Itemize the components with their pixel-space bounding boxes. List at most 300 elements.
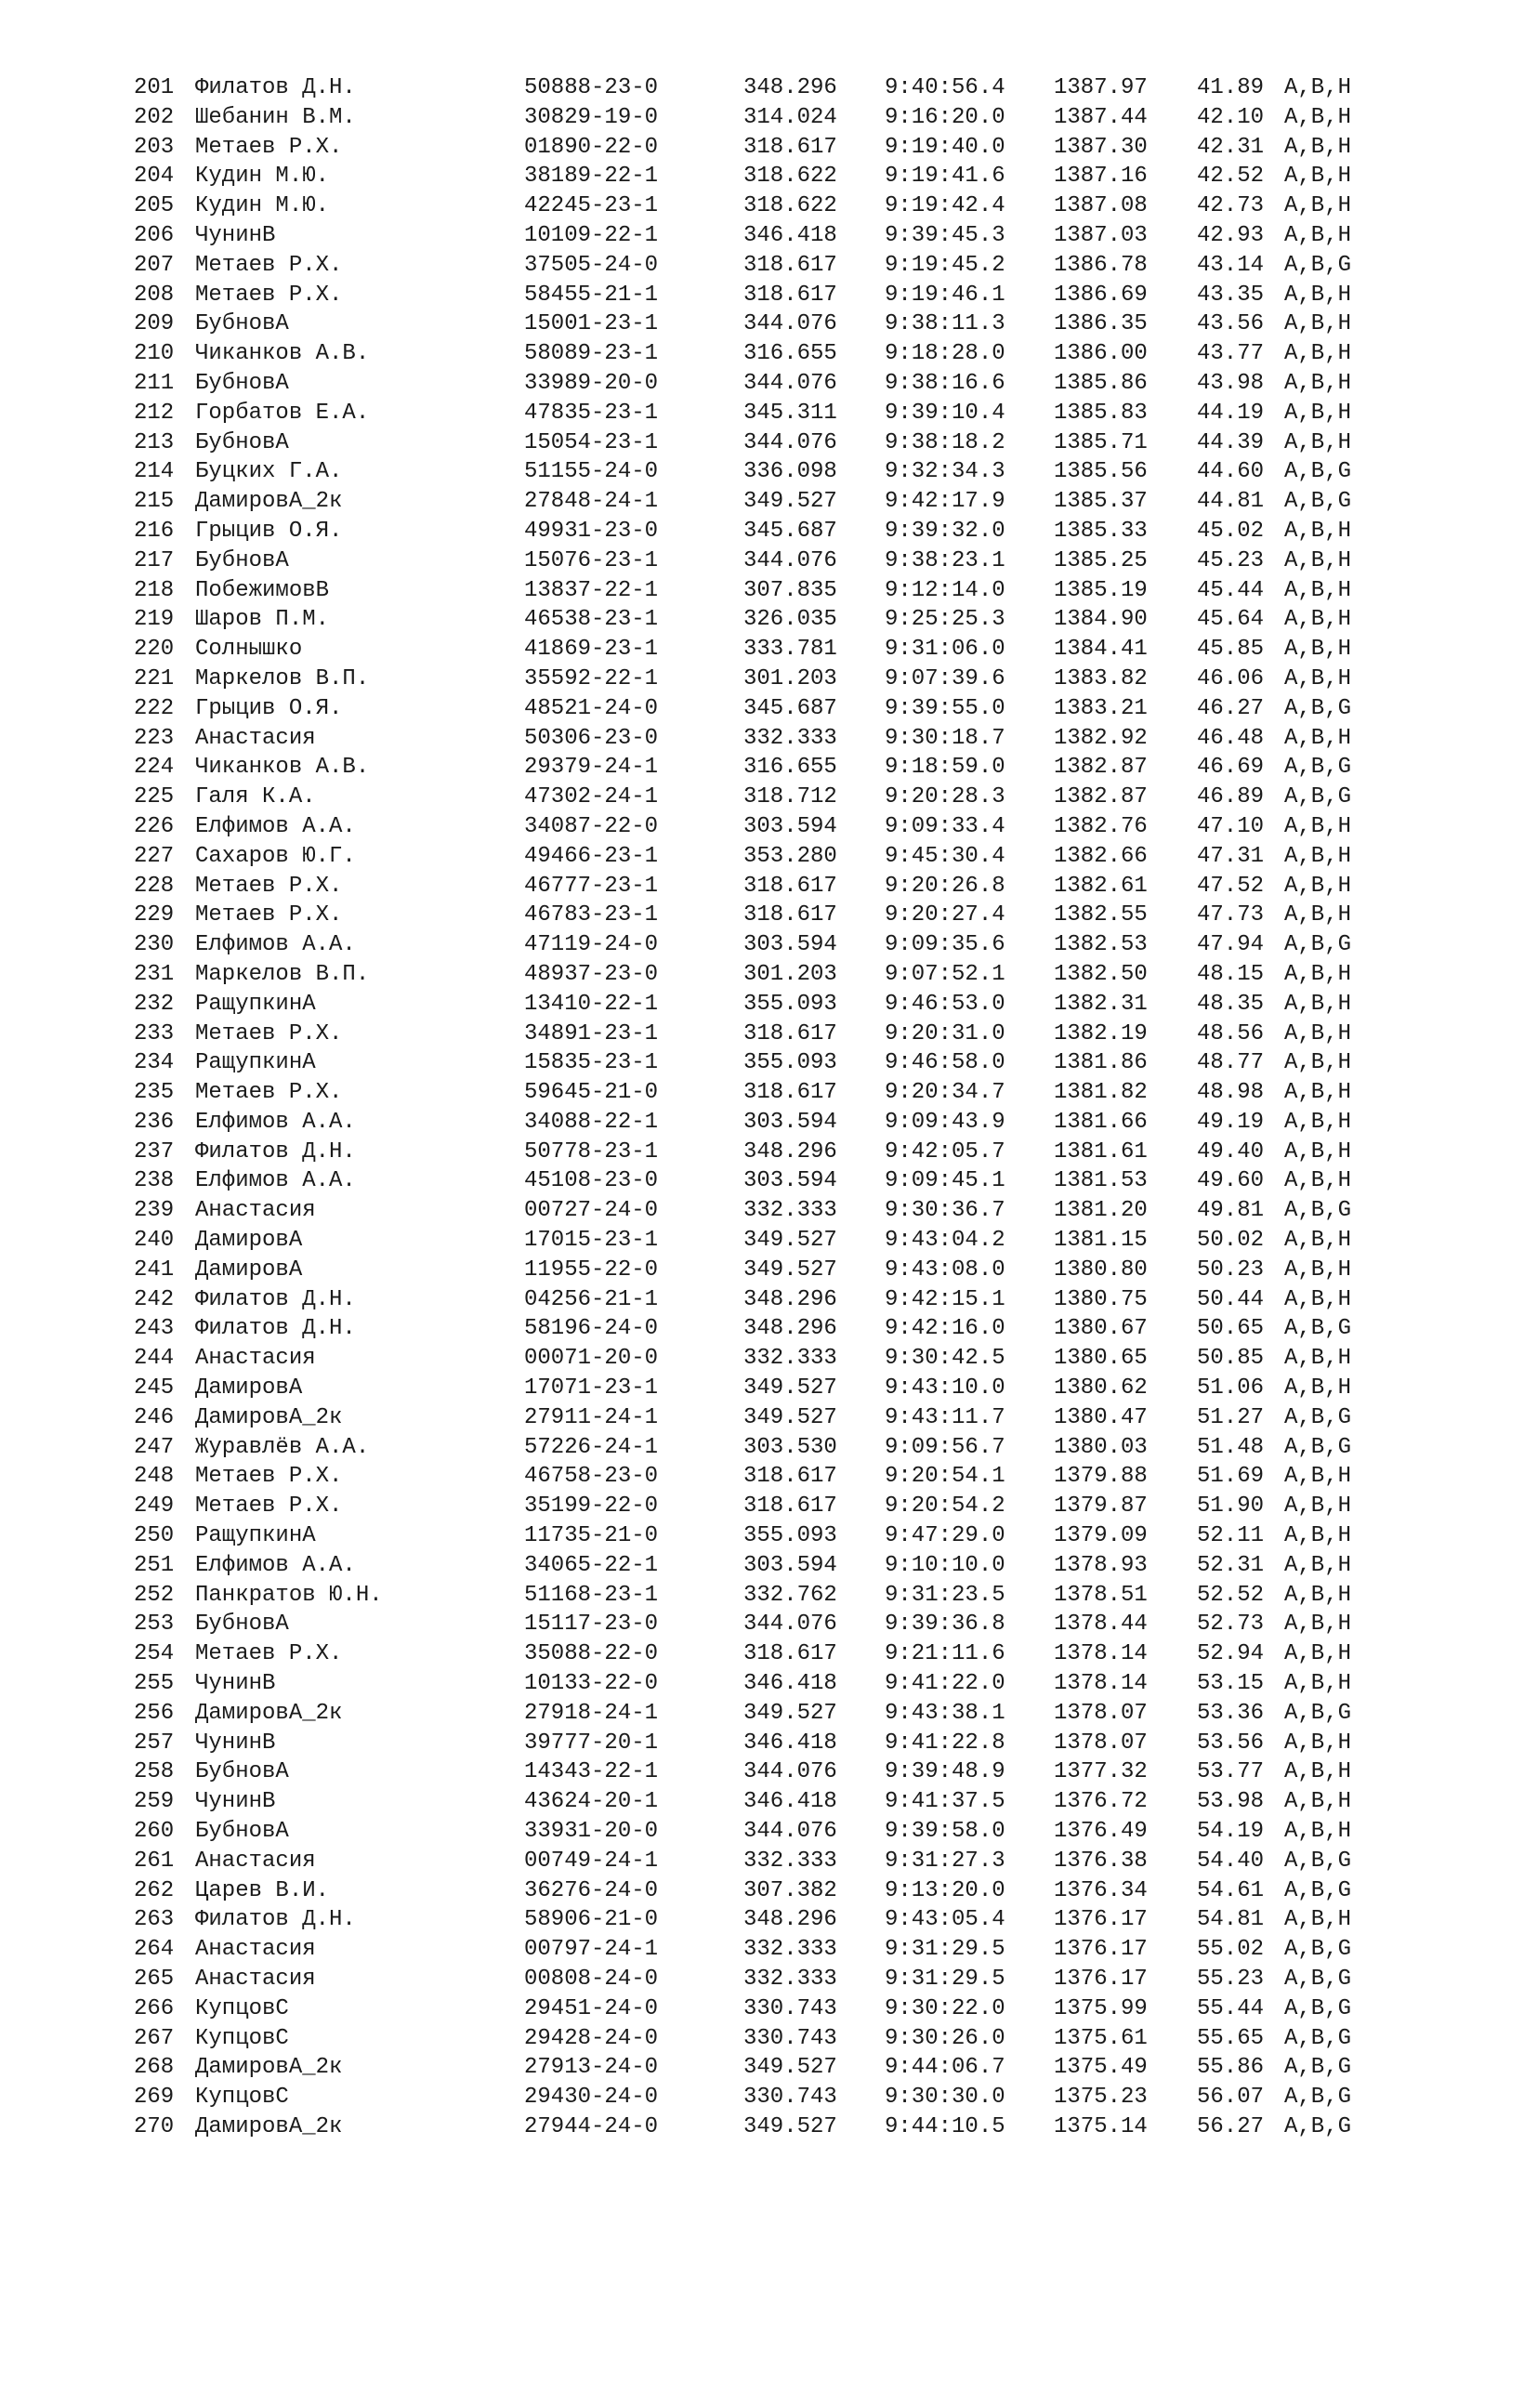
place-number: 225 <box>134 784 175 810</box>
competition-flags: A,B,H <box>1284 1819 1352 1845</box>
competition-flags: A,B,G <box>1284 2025 1352 2051</box>
place-number: 219 <box>134 607 175 633</box>
speed-value: 1375.14 <box>1054 2113 1148 2139</box>
speed-value: 1385.33 <box>1054 518 1148 544</box>
coefficient-value: 56.07 <box>1197 2085 1265 2111</box>
arrival-time: 9:44:10.5 <box>885 2113 1005 2139</box>
fancier-name: Метаев Р.Х. <box>195 1641 343 1667</box>
ring-number: 59645-21-0 <box>524 1080 659 1106</box>
distance-value: 348.296 <box>743 1907 837 1933</box>
distance-value: 318.617 <box>743 1641 837 1667</box>
speed-value: 1378.14 <box>1054 1641 1148 1667</box>
fancier-name: Анастасия <box>195 1198 316 1224</box>
place-number: 252 <box>134 1582 175 1608</box>
coefficient-value: 50.23 <box>1197 1257 1265 1283</box>
place-number: 217 <box>134 547 175 573</box>
competition-flags: A,B,H <box>1284 1138 1352 1165</box>
coefficient-value: 52.31 <box>1197 1552 1265 1578</box>
result-row <box>134 281 1416 310</box>
competition-flags: A,B,H <box>1284 518 1352 544</box>
ring-number: 17071-23-1 <box>524 1375 659 1401</box>
competition-flags: A,B,H <box>1284 222 1352 248</box>
result-row <box>134 162 1416 191</box>
arrival-time: 9:30:26.0 <box>885 2025 1005 2051</box>
competition-flags: A,B,H <box>1284 873 1352 899</box>
arrival-time: 9:20:31.0 <box>885 1020 1005 1046</box>
arrival-time: 9:43:05.4 <box>885 1907 1005 1933</box>
competition-flags: A,B,G <box>1284 1700 1352 1726</box>
speed-value: 1378.07 <box>1054 1700 1148 1726</box>
coefficient-value: 43.14 <box>1197 252 1265 278</box>
distance-value: 346.418 <box>743 1730 837 1756</box>
speed-value: 1385.86 <box>1054 370 1148 396</box>
ring-number: 46758-23-0 <box>524 1464 659 1490</box>
ring-number: 17015-23-1 <box>524 1228 659 1254</box>
arrival-time: 9:21:11.6 <box>885 1641 1005 1667</box>
competition-flags: A,B,H <box>1284 1020 1352 1046</box>
place-number: 260 <box>134 1819 175 1845</box>
coefficient-value: 48.98 <box>1197 1080 1265 1106</box>
result-row <box>134 1817 1416 1847</box>
result-row <box>134 487 1416 517</box>
speed-value: 1382.92 <box>1054 725 1148 751</box>
ring-number: 27913-24-0 <box>524 2055 659 2081</box>
distance-value: 348.296 <box>743 1138 837 1165</box>
competition-flags: A,B,H <box>1284 991 1352 1017</box>
arrival-time: 9:10:10.0 <box>885 1552 1005 1578</box>
place-number: 215 <box>134 489 175 515</box>
speed-value: 1382.66 <box>1054 843 1148 869</box>
competition-flags: A,B,G <box>1284 1877 1352 1903</box>
result-row <box>134 2112 1416 2142</box>
result-row <box>134 1551 1416 1581</box>
distance-value: 349.527 <box>743 1375 837 1401</box>
arrival-time: 9:39:45.3 <box>885 222 1005 248</box>
ring-number: 27911-24-1 <box>524 1404 659 1430</box>
place-number: 234 <box>134 1050 175 1076</box>
coefficient-value: 43.98 <box>1197 370 1265 396</box>
competition-flags: A,B,H <box>1284 577 1352 603</box>
result-row <box>134 1757 1416 1787</box>
distance-value: 332.333 <box>743 1967 837 1992</box>
competition-flags: A,B,H <box>1284 1523 1352 1549</box>
place-number: 246 <box>134 1404 175 1430</box>
place-number: 227 <box>134 843 175 869</box>
competition-flags: A,B,G <box>1284 784 1352 810</box>
competition-flags: A,B,H <box>1284 104 1352 130</box>
distance-value: 318.617 <box>743 252 837 278</box>
distance-value: 318.622 <box>743 164 837 190</box>
speed-value: 1385.25 <box>1054 547 1148 573</box>
ring-number: 15076-23-1 <box>524 547 659 573</box>
competition-flags: A,B,H <box>1284 1109 1352 1135</box>
coefficient-value: 55.86 <box>1197 2055 1265 2081</box>
ring-number: 34088-22-1 <box>524 1109 659 1135</box>
coefficient-value: 53.77 <box>1197 1759 1265 1785</box>
ring-number: 01890-22-0 <box>524 134 659 160</box>
speed-value: 1386.00 <box>1054 341 1148 367</box>
result-row <box>134 1166 1416 1196</box>
speed-value: 1380.67 <box>1054 1316 1148 1342</box>
place-number: 222 <box>134 695 175 721</box>
coefficient-value: 49.81 <box>1197 1198 1265 1224</box>
competition-flags: A,B,H <box>1284 607 1352 633</box>
speed-value: 1379.09 <box>1054 1523 1148 1549</box>
arrival-time: 9:20:27.4 <box>885 902 1005 928</box>
speed-value: 1386.35 <box>1054 311 1148 337</box>
result-row <box>134 546 1416 576</box>
place-number: 233 <box>134 1020 175 1046</box>
distance-value: 318.617 <box>743 1493 837 1520</box>
place-number: 224 <box>134 755 175 781</box>
place-number: 268 <box>134 2055 175 2081</box>
speed-value: 1385.71 <box>1054 429 1148 455</box>
coefficient-value: 55.02 <box>1197 1937 1265 1963</box>
fancier-name: БубновА <box>195 547 289 573</box>
place-number: 265 <box>134 1967 175 1992</box>
ring-number: 00808-24-0 <box>524 1967 659 1992</box>
speed-value: 1377.32 <box>1054 1759 1148 1785</box>
distance-value: 301.203 <box>743 665 837 691</box>
distance-value: 318.617 <box>743 873 837 899</box>
result-row <box>134 1965 1416 1994</box>
competition-flags: A,B,G <box>1284 755 1352 781</box>
coefficient-value: 49.19 <box>1197 1109 1265 1135</box>
result-row <box>134 339 1416 369</box>
arrival-time: 9:07:39.6 <box>885 665 1005 691</box>
speed-value: 1382.31 <box>1054 991 1148 1017</box>
ring-number: 00749-24-1 <box>524 1848 659 1874</box>
result-row <box>134 1581 1416 1611</box>
speed-value: 1375.49 <box>1054 2055 1148 2081</box>
place-number: 240 <box>134 1228 175 1254</box>
speed-value: 1381.66 <box>1054 1109 1148 1135</box>
competition-flags: A,B,H <box>1284 1080 1352 1106</box>
speed-value: 1376.17 <box>1054 1937 1148 1963</box>
ring-number: 47302-24-1 <box>524 784 659 810</box>
coefficient-value: 47.52 <box>1197 873 1265 899</box>
result-row <box>134 251 1416 281</box>
arrival-time: 9:18:59.0 <box>885 755 1005 781</box>
speed-value: 1381.61 <box>1054 1138 1148 1165</box>
fancier-name: ЧунинВ <box>195 1789 276 1815</box>
results-list <box>134 73 1416 2142</box>
competition-flags: A,B,G <box>1284 1316 1352 1342</box>
coefficient-value: 45.44 <box>1197 577 1265 603</box>
result-row <box>134 517 1416 546</box>
result-row <box>134 1492 1416 1521</box>
result-row <box>134 694 1416 724</box>
result-row <box>134 221 1416 251</box>
place-number: 231 <box>134 961 175 987</box>
fancier-name: Грыцив О.Я. <box>195 695 343 721</box>
coefficient-value: 49.60 <box>1197 1168 1265 1194</box>
competition-flags: A,B,G <box>1284 2113 1352 2139</box>
ring-number: 00071-20-0 <box>524 1346 659 1372</box>
speed-value: 1378.07 <box>1054 1730 1148 1756</box>
place-number: 241 <box>134 1257 175 1283</box>
distance-value: 349.527 <box>743 489 837 515</box>
ring-number: 27848-24-1 <box>524 489 659 515</box>
ring-number: 10133-22-0 <box>524 1671 659 1697</box>
speed-value: 1380.80 <box>1054 1257 1148 1283</box>
arrival-time: 9:20:54.2 <box>885 1493 1005 1520</box>
result-row <box>134 930 1416 960</box>
fancier-name: Чиканков А.В. <box>195 755 370 781</box>
ring-number: 29379-24-1 <box>524 755 659 781</box>
ring-number: 13410-22-1 <box>524 991 659 1017</box>
fancier-name: Буцких Г.А. <box>195 459 343 485</box>
arrival-time: 9:30:30.0 <box>885 2085 1005 2111</box>
speed-value: 1382.50 <box>1054 961 1148 987</box>
coefficient-value: 44.19 <box>1197 400 1265 426</box>
distance-value: 318.617 <box>743 1080 837 1106</box>
result-row <box>134 73 1416 103</box>
distance-value: 349.527 <box>743 2113 837 2139</box>
competition-flags: A,B,H <box>1284 193 1352 219</box>
distance-value: 333.781 <box>743 637 837 663</box>
distance-value: 316.655 <box>743 755 837 781</box>
distance-value: 303.594 <box>743 813 837 839</box>
distance-value: 330.743 <box>743 1995 837 2021</box>
place-number: 214 <box>134 459 175 485</box>
result-row <box>134 665 1416 694</box>
arrival-time: 9:42:16.0 <box>885 1316 1005 1342</box>
coefficient-value: 55.23 <box>1197 1967 1265 1992</box>
ring-number: 34065-22-1 <box>524 1552 659 1578</box>
arrival-time: 9:20:34.7 <box>885 1080 1005 1106</box>
place-number: 216 <box>134 518 175 544</box>
fancier-name: Анастасия <box>195 725 316 751</box>
ring-number: 48521-24-0 <box>524 695 659 721</box>
fancier-name: Царев В.И. <box>195 1877 330 1903</box>
arrival-time: 9:41:37.5 <box>885 1789 1005 1815</box>
competition-flags: A,B,H <box>1284 282 1352 308</box>
fancier-name: РащупкинА <box>195 1523 316 1549</box>
arrival-time: 9:42:15.1 <box>885 1286 1005 1312</box>
coefficient-value: 44.81 <box>1197 489 1265 515</box>
competition-flags: A,B,G <box>1284 1995 1352 2021</box>
competition-flags: A,B,H <box>1284 341 1352 367</box>
result-row <box>134 1905 1416 1935</box>
ring-number: 13837-22-1 <box>524 577 659 603</box>
fancier-name: БубновА <box>195 1759 289 1785</box>
place-number: 220 <box>134 637 175 663</box>
fancier-name: Галя К.А. <box>195 784 316 810</box>
coefficient-value: 50.85 <box>1197 1346 1265 1372</box>
coefficient-value: 41.89 <box>1197 75 1265 100</box>
fancier-name: Панкратов Ю.Н. <box>195 1582 383 1608</box>
arrival-time: 9:31:29.5 <box>885 1937 1005 1963</box>
speed-value: 1376.17 <box>1054 1967 1148 1992</box>
speed-value: 1379.87 <box>1054 1493 1148 1520</box>
arrival-time: 9:39:32.0 <box>885 518 1005 544</box>
result-row <box>134 1403 1416 1433</box>
arrival-time: 9:31:23.5 <box>885 1582 1005 1608</box>
place-number: 232 <box>134 991 175 1017</box>
distance-value: 355.093 <box>743 1050 837 1076</box>
result-row <box>134 1020 1416 1049</box>
speed-value: 1386.69 <box>1054 282 1148 308</box>
distance-value: 344.076 <box>743 1612 837 1638</box>
competition-flags: A,B,H <box>1284 429 1352 455</box>
arrival-time: 9:20:54.1 <box>885 1464 1005 1490</box>
ring-number: 29451-24-0 <box>524 1995 659 2021</box>
coefficient-value: 49.40 <box>1197 1138 1265 1165</box>
distance-value: 318.617 <box>743 902 837 928</box>
speed-value: 1384.41 <box>1054 637 1148 663</box>
fancier-name: Маркелов В.П. <box>195 665 370 691</box>
place-number: 247 <box>134 1434 175 1460</box>
place-number: 267 <box>134 2025 175 2051</box>
distance-value: 348.296 <box>743 75 837 100</box>
coefficient-value: 52.11 <box>1197 1523 1265 1549</box>
result-row <box>134 1462 1416 1492</box>
speed-value: 1382.87 <box>1054 784 1148 810</box>
result-row <box>134 605 1416 635</box>
arrival-time: 9:18:28.0 <box>885 341 1005 367</box>
speed-value: 1380.65 <box>1054 1346 1148 1372</box>
place-number: 228 <box>134 873 175 899</box>
fancier-name: БубновА <box>195 311 289 337</box>
competition-flags: A,B,H <box>1284 1641 1352 1667</box>
result-row <box>134 1994 1416 2024</box>
distance-value: 344.076 <box>743 1819 837 1845</box>
arrival-time: 9:31:06.0 <box>885 637 1005 663</box>
speed-value: 1382.55 <box>1054 902 1148 928</box>
distance-value: 318.617 <box>743 282 837 308</box>
ring-number: 45108-23-0 <box>524 1168 659 1194</box>
arrival-time: 9:47:29.0 <box>885 1523 1005 1549</box>
speed-value: 1380.75 <box>1054 1286 1148 1312</box>
ring-number: 58455-21-1 <box>524 282 659 308</box>
place-number: 243 <box>134 1316 175 1342</box>
arrival-time: 9:07:52.1 <box>885 961 1005 987</box>
place-number: 257 <box>134 1730 175 1756</box>
fancier-name: Анастасия <box>195 1848 316 1874</box>
speed-value: 1375.61 <box>1054 2025 1148 2051</box>
fancier-name: Солнышко <box>195 637 303 663</box>
competition-flags: A,B,H <box>1284 134 1352 160</box>
place-number: 250 <box>134 1523 175 1549</box>
competition-flags: A,B,H <box>1284 1286 1352 1312</box>
ring-number: 11955-22-0 <box>524 1257 659 1283</box>
place-number: 259 <box>134 1789 175 1815</box>
arrival-time: 9:09:35.6 <box>885 932 1005 958</box>
ring-number: 57226-24-1 <box>524 1434 659 1460</box>
fancier-name: Маркелов В.П. <box>195 961 370 987</box>
distance-value: 303.530 <box>743 1434 837 1460</box>
coefficient-value: 50.44 <box>1197 1286 1265 1312</box>
result-row <box>134 1699 1416 1729</box>
arrival-time: 9:13:20.0 <box>885 1877 1005 1903</box>
place-number: 236 <box>134 1109 175 1135</box>
ring-number: 39777-20-1 <box>524 1730 659 1756</box>
fancier-name: БубновА <box>195 1819 289 1845</box>
coefficient-value: 56.27 <box>1197 2113 1265 2139</box>
place-number: 261 <box>134 1848 175 1874</box>
competition-flags: A,B,H <box>1284 1464 1352 1490</box>
speed-value: 1382.61 <box>1054 873 1148 899</box>
competition-flags: A,B,G <box>1284 1848 1352 1874</box>
distance-value: 345.687 <box>743 518 837 544</box>
fancier-name: ЧунинВ <box>195 222 276 248</box>
result-row <box>134 103 1416 133</box>
coefficient-value: 43.35 <box>1197 282 1265 308</box>
result-row <box>134 1610 1416 1639</box>
competition-flags: A,B,G <box>1284 459 1352 485</box>
ring-number: 35088-22-0 <box>524 1641 659 1667</box>
fancier-name: Филатов Д.Н. <box>195 1316 356 1342</box>
distance-value: 344.076 <box>743 370 837 396</box>
ring-number: 33931-20-0 <box>524 1819 659 1845</box>
arrival-time: 9:44:06.7 <box>885 2055 1005 2081</box>
result-row <box>134 1935 1416 1965</box>
coefficient-value: 51.27 <box>1197 1404 1265 1430</box>
result-row <box>134 872 1416 901</box>
competition-flags: A,B,H <box>1284 400 1352 426</box>
competition-flags: A,B,H <box>1284 665 1352 691</box>
arrival-time: 9:30:22.0 <box>885 1995 1005 2021</box>
distance-value: 344.076 <box>743 311 837 337</box>
competition-flags: A,B,H <box>1284 961 1352 987</box>
competition-flags: A,B,H <box>1284 164 1352 190</box>
coefficient-value: 52.52 <box>1197 1582 1265 1608</box>
coefficient-value: 48.15 <box>1197 961 1265 987</box>
fancier-name: ДамировА_2к <box>195 1700 343 1726</box>
speed-value: 1378.93 <box>1054 1552 1148 1578</box>
distance-value: 349.527 <box>743 1228 837 1254</box>
distance-value: 301.203 <box>743 961 837 987</box>
coefficient-value: 51.06 <box>1197 1375 1265 1401</box>
ring-number: 50306-23-0 <box>524 725 659 751</box>
coefficient-value: 55.44 <box>1197 1995 1265 2021</box>
place-number: 258 <box>134 1759 175 1785</box>
coefficient-value: 46.89 <box>1197 784 1265 810</box>
distance-value: 326.035 <box>743 607 837 633</box>
competition-flags: A,B,G <box>1284 252 1352 278</box>
speed-value: 1376.72 <box>1054 1789 1148 1815</box>
fancier-name: Филатов Д.Н. <box>195 1286 356 1312</box>
place-number: 226 <box>134 813 175 839</box>
arrival-time: 9:39:58.0 <box>885 1819 1005 1845</box>
distance-value: 318.617 <box>743 1020 837 1046</box>
result-row <box>134 1374 1416 1403</box>
ring-number: 51168-23-1 <box>524 1582 659 1608</box>
coefficient-value: 42.31 <box>1197 134 1265 160</box>
result-row <box>134 1108 1416 1138</box>
distance-value: 318.617 <box>743 1464 837 1490</box>
arrival-time: 9:16:20.0 <box>885 104 1005 130</box>
place-number: 249 <box>134 1493 175 1520</box>
place-number: 262 <box>134 1877 175 1903</box>
ring-number: 49466-23-1 <box>524 843 659 869</box>
competition-flags: A,B,G <box>1284 1404 1352 1430</box>
result-row <box>134 1196 1416 1226</box>
result-row <box>134 1048 1416 1078</box>
coefficient-value: 48.35 <box>1197 991 1265 1017</box>
speed-value: 1387.08 <box>1054 193 1148 219</box>
speed-value: 1387.97 <box>1054 75 1148 100</box>
fancier-name: Филатов Д.Н. <box>195 1138 356 1165</box>
speed-value: 1382.19 <box>1054 1020 1148 1046</box>
fancier-name: Елфимов А.А. <box>195 813 356 839</box>
fancier-name: Филатов Д.Н. <box>195 1907 356 1933</box>
ring-number: 58089-23-1 <box>524 341 659 367</box>
result-row <box>134 1876 1416 1906</box>
speed-value: 1387.16 <box>1054 164 1148 190</box>
distance-value: 330.743 <box>743 2085 837 2111</box>
